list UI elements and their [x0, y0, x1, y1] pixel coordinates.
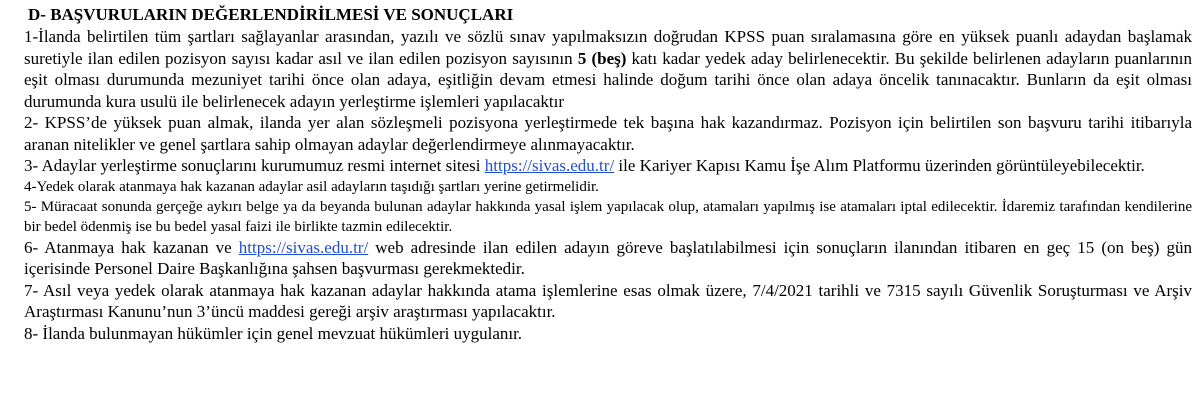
item-1-bold-count: 5 (beş) — [577, 48, 627, 68]
item-2: 2- KPSS’de yüksek puan almak, ilanda yer alan sözleşmeli pozisyona yerleştirmede tek başına hak kazandırmaz. Pozisyon için belirtilen son başvuru tarihi itibarıyla aranan nitelikler ve genel şartlara sahip olmayan adaylar değerlendirmeye alınmayacaktır. — [24, 113, 1192, 154]
item-6-text-end: web adresinde ilan edilen adayın göreve başlatılabilmesi için sonuçların ilanından itibaren en geç 15 (on beş) gün içerisinde Personel Daire Başkanlığına şahsen başvurması gerekmektedir. — [24, 237, 1193, 278]
website-link[interactable]: https://sivas.edu.tr/ — [484, 156, 615, 175]
item-3-text-end: ile Kariyer Kapısı Kamu İşe Alım Platformu üzerinden görüntüleyebilecektir. — [614, 156, 1145, 175]
item-6 — [24, 237, 1192, 280]
item-3-text-start: 3- Adaylar yerleştirme sonuçlarını kurumumuz resmi internet sitesi — [24, 156, 485, 175]
item-3 — [24, 155, 1192, 177]
item-6-text-start: 6- Atanmaya hak kazanan ve — [24, 237, 239, 257]
website-link-2[interactable]: https://sivas.edu.tr/ — [238, 237, 369, 257]
item-7: 7- Asıl veya yedek olarak atanmaya hak kazanan adaylar hakkında atama işlemlerine esas olmak üzere, 7/4/2021 tarihli ve 7315 sayılı Güvenlik Soruşturması ve Arşiv Araştırması Kanunu’nun 3’üncü maddesi gereği arşiv araştırması yapılacaktır. — [24, 280, 1192, 321]
item-5: 5- Müracaat sonunda gerçeğe aykırı belge ya da beyanda bulunan adaylar hakkında yasal işlem yapılacak olup, atamaları yapılmış ise atamaları iptal edilecektir. İdaremiz tarafından kendilerine bir bedel ödenmiş ise bu bedel yasal faizi ile birlikte tazmin edilecektir. — [24, 198, 1192, 235]
item-4: 4-Yedek olarak atanmaya hak kazanan adaylar asil adayların taşıdığı şartları yerine getirmelidir. — [24, 178, 599, 195]
section-heading: D- BAŞVURULARIN DEĞERLENDİRİLMESİ VE SONUÇLARI — [28, 5, 514, 24]
document-body — [24, 4, 1192, 344]
item-8: 8- İlanda bulunmayan hükümler için genel mevzuat hükümleri uygulanır. — [24, 323, 523, 343]
item-1 — [24, 26, 1192, 112]
item-1-text-end: katı kadar yedek aday belirlenecektir. Bu şekilde belirlenen adayların puanlarının eşit olması durumunda mezuniyet tarihi önce olan adaya, eşitliğin devam etmesi halinde doğum tarihi önce olan adaya öncelik tanınacaktır. Bunların da eşit olması durumunda kura usulü ile belirlenecek adayın yerleştirme işlemleri yapılacaktır — [24, 48, 1192, 111]
item-1-text-start: 1-İlanda belirtilen tüm şartları sağlayanlar arasından, yazılı ve sözlü sınav yapılmaksızın doğrudan KPSS puan sıralamasına göre en yüksek puanlı adaydan başlamak suretiyle ilan edilen pozisyon sayısı kadar asıl ve ilan edilen pozisyon sayısının — [24, 27, 1192, 68]
